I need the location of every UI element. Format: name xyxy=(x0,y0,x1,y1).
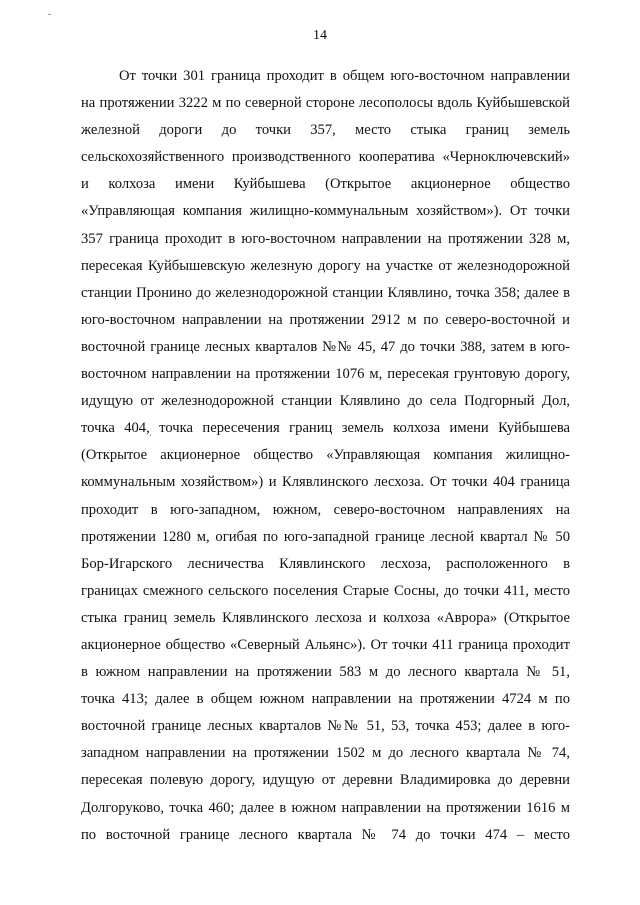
text-line: западном направлении на протяжении 1502 м до лесного квартала № 74, xyxy=(81,745,570,762)
text-line: в южном направлении на протяжении 583 м до лесного квартала № 51, xyxy=(81,664,570,681)
text-line: От точки 301 граница проходит в общем юго-восточном направлении xyxy=(119,68,570,84)
text-line: и колхоза имени Куйбышева (Открытое акционерное общество xyxy=(81,176,570,193)
text-line: точка 404, точка пересечения границ земель колхоза имени Куйбышева xyxy=(81,420,570,437)
text-line: по восточной границе лесного квартала № 74 до точки 474 – место xyxy=(81,826,570,843)
text-line: пересекая Куйбышевскую железную дорогу на участке от железнодорожной xyxy=(81,257,570,274)
text-line: границах смежного сельского поселения Старые Сосны, до точки 411, место xyxy=(81,582,570,599)
text-line: Долгоруково, точка 460; далее в южном направлении на протяжении 1616 м xyxy=(81,799,570,816)
text-line: точка 413; далее в общем южном направлении на протяжении 4724 м по xyxy=(81,691,570,708)
text-line: идущую от железнодорожной станции Клявлино до села Подгорный Дол, xyxy=(81,393,570,410)
text-line: станции Пронино до железнодорожной станции Клявлино, точка 358; далее в xyxy=(81,284,570,301)
text-line: восточной границе лесных кварталов №№ 45, 47 до точки 388, затем в юго- xyxy=(81,338,570,355)
text-line: 357 граница проходит в юго-восточном направлении на протяжении 328 м, xyxy=(81,230,570,247)
text-line: Бор-Игарского лесничества Клявлинского лесхоза, расположенного в xyxy=(81,555,570,572)
body-paragraph xyxy=(81,63,570,849)
text-line: (Открытое акционерное общество «Управляющая компания жилищно- xyxy=(81,447,570,464)
text-line: проходит в юго-западном, южном, северо-восточном направлениях на xyxy=(81,501,570,518)
text-line: юго-восточном направлении на протяжении 2912 м по северо-восточной и xyxy=(81,311,570,328)
text-line: коммунальным хозяйством») и Клявлинского лесхоза. От точки 404 граница xyxy=(81,474,570,491)
text-line: «Управляющая компания жилищно-коммунальным хозяйством»). От точки xyxy=(81,203,570,220)
text-line: акционерное общество «Северный Альянс»). От точки 411 граница проходит xyxy=(81,636,570,653)
text-line: восточной границе лесных кварталов №№ 51, 53, точка 453; далее в юго- xyxy=(81,718,570,735)
scan-artifact xyxy=(48,14,51,15)
text-line: стыка границ земель Клявлинского лесхоза и колхоза «Аврора» (Открытое xyxy=(81,609,570,626)
text-line: сельскохозяйственного производственного кооператива «Черноключевский» xyxy=(81,149,570,166)
text-line: пересекая полевую дорогу, идущую от деревни Владимировка до деревни xyxy=(81,772,570,789)
text-line: на протяжении 3222 м по северной стороне лесополосы вдоль Куйбышевской xyxy=(81,95,570,112)
text-line: восточном направлении на протяжении 1076 м, пересекая грунтовую дорогу, xyxy=(81,366,570,383)
page-number: 14 xyxy=(313,28,327,43)
text-line: железной дороги до точки 357, место стыка границ земель xyxy=(81,122,570,139)
text-line: протяжении 1280 м, огибая по юго-западной границе лесной квартал № 50 xyxy=(81,528,570,545)
